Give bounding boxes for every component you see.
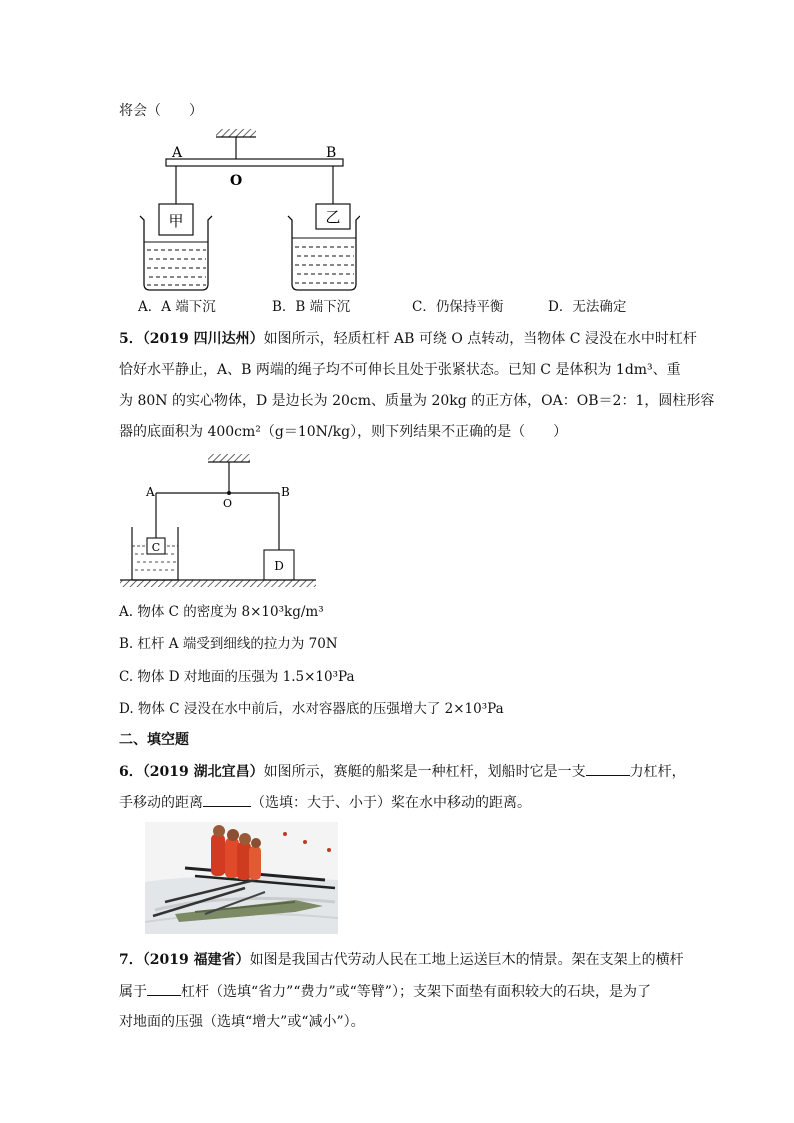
q5-option-a: A. 物体 C 的密度为 8×10³kg/m³ — [119, 604, 324, 620]
figure-lever-c-d — [118, 450, 318, 592]
q6-number: 6． — [119, 764, 143, 780]
q7-number: 7． — [119, 952, 143, 968]
q7-line-2 — [119, 981, 651, 1002]
q6-blank-1[interactable] — [586, 761, 630, 776]
q4-option-c: C．仍保持平衡 — [412, 299, 504, 315]
q5-option-c: C. 物体 D 对地面的压强为 1.5×10³Pa — [119, 669, 355, 685]
q4-option-d: D．无法确定 — [548, 299, 627, 315]
q6-line-1 — [119, 761, 686, 782]
q6-line-2 — [119, 792, 531, 813]
q7-line-3: 对地面的压强（选填“增大”或“减小”）。 — [119, 1014, 365, 1030]
svg-text:B: B — [281, 485, 290, 499]
label-b: B — [326, 145, 337, 161]
figure-lever-beakers — [130, 122, 360, 294]
q6-text-1b: 力杠杆， — [629, 764, 686, 780]
svg-text:C: C — [151, 541, 161, 554]
rowing-photo — [145, 822, 338, 934]
q5-option-d: D. 物体 C 浸没在水中前后，水对容器底的压强增大了 2×10³Pa — [119, 701, 504, 717]
q4-option-b: B．B 端下沉 — [272, 299, 351, 315]
svg-text:A: A — [146, 485, 155, 499]
ceiling-hatch — [216, 129, 256, 137]
q5-source: （2019 四川达州） — [142, 331, 264, 347]
svg-text:甲: 甲 — [168, 212, 184, 230]
q7-text-2b: 杠杆（选填“省力”“费力”或“等臂”）；支架下面垫有面积较大的石块，是为了 — [181, 984, 651, 1000]
q7-blank-1[interactable] — [147, 981, 181, 996]
q5-text-1: 如图所示，轻质杠杆 AB 可绕 O 点转动，当物体 C 浸没在水中时杠杆 — [263, 331, 697, 347]
svg-text:乙: 乙 — [325, 208, 341, 226]
ceiling-hatch — [208, 454, 250, 462]
q7-source: （2019 福建省） — [142, 952, 250, 968]
svg-text:D: D — [274, 559, 284, 573]
q4-option-a: A．A 端下沉 — [138, 299, 216, 315]
q6-blank-2[interactable] — [203, 792, 251, 807]
lever-bar — [166, 159, 343, 166]
q6-source: （2019 湖北宜昌） — [142, 764, 264, 780]
q4-tail-text: 将会（ ） — [119, 103, 203, 119]
label-o: O — [230, 173, 243, 189]
q5-line-2: 恰好水平静止，A、B 两端的绳子均不可伸长且处于张紧状态。已知 C 是体积为 1dm³、重 — [119, 362, 681, 378]
label-a: A — [172, 145, 183, 161]
q5-option-b: B. 杠杆 A 端受到细线的拉力为 70N — [119, 636, 338, 652]
section-title: 二、填空题 — [119, 732, 189, 748]
q6-text-2b: （选填：大于、小于）桨在水中移动的距离。 — [251, 795, 531, 811]
q5-line-4: 器的底面积为 400cm²（g＝10N/kg），则下列结果不正确的是（ ） — [119, 424, 568, 440]
q7-line-1 — [119, 950, 684, 970]
q5-line-3: 为 80N 的实心物体，D 是边长为 20cm、质量为 20kg 的正方体，OA：OB＝2：1，圆柱形容 — [119, 393, 715, 409]
q7-text-2a: 属于 — [119, 984, 147, 1000]
q6-text-2a: 手移动的距离 — [119, 795, 203, 811]
q7-text-1: 如图是我国古代劳动人民在工地上运送巨木的情景。架在支架上的横杆 — [249, 952, 684, 968]
svg-text:O: O — [223, 497, 233, 510]
q5-number: 5． — [119, 331, 143, 347]
q5-line-1 — [119, 329, 697, 349]
q6-text-1a: 如图所示，赛艇的船桨是一种杠杆，划船时它是一支 — [263, 764, 586, 780]
